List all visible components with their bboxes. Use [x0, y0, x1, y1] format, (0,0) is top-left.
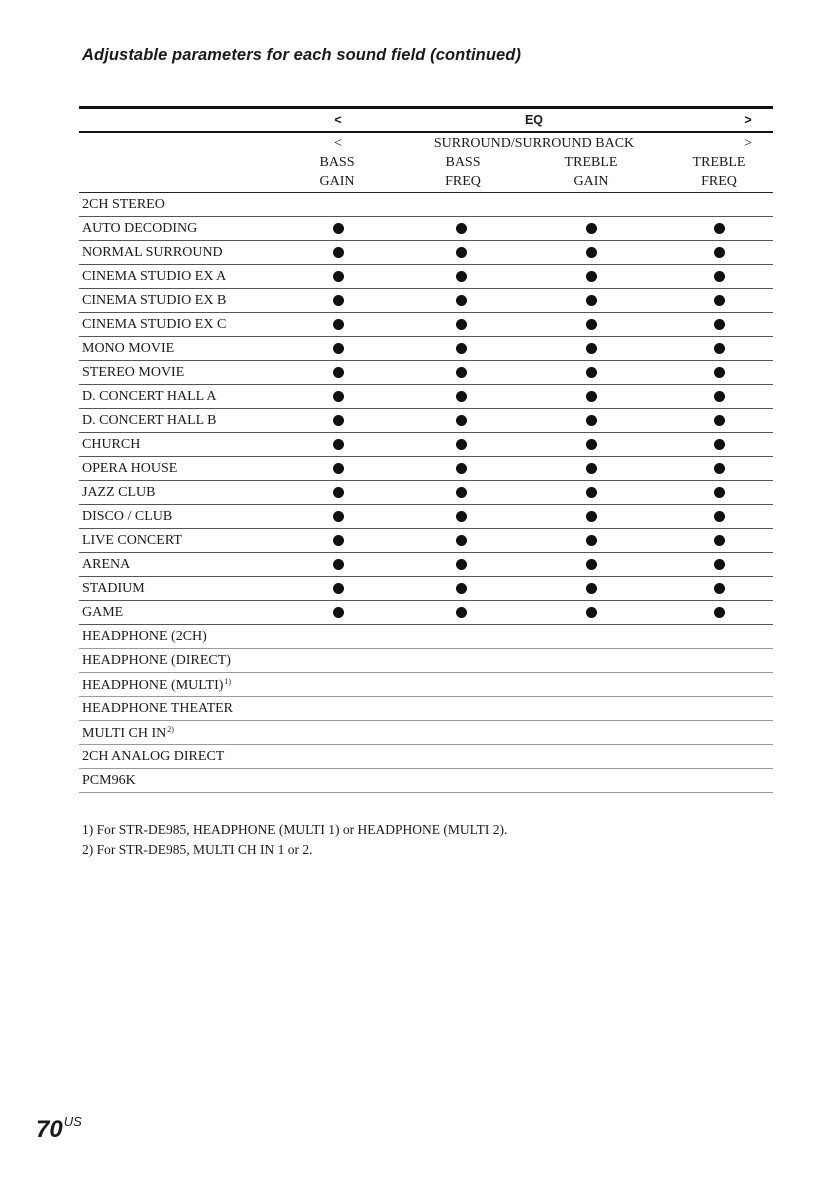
- adjustable-dot-icon: [714, 487, 725, 498]
- sound-field-name: [82, 365, 184, 381]
- adjustable-dot-icon: [714, 415, 725, 426]
- adjustable-dot-icon: [333, 439, 344, 450]
- eq-header: [79, 109, 773, 131]
- adjustable-dot-icon: [333, 319, 344, 330]
- adjustable-dot-icon: [586, 271, 597, 282]
- table-row: [79, 529, 773, 553]
- adjustable-dot-icon: [456, 223, 467, 234]
- parameters-table: [79, 106, 773, 793]
- adjustable-dot-icon: [714, 439, 725, 450]
- sound-field-label: AUTO DECODING: [82, 221, 198, 236]
- adjustable-dot-icon: [586, 223, 597, 234]
- adjustable-dot-icon: [586, 391, 597, 402]
- sound-field-label: PCM96K: [82, 773, 136, 788]
- eq-open-bracket: <: [334, 113, 342, 127]
- sound-field-label: 2CH ANALOG DIRECT: [82, 749, 225, 764]
- adjustable-dot-icon: [586, 559, 597, 570]
- sound-field-label: HEADPHONE (DIRECT): [82, 653, 231, 668]
- table-row: [79, 217, 773, 241]
- adjustable-dot-icon: [456, 511, 467, 522]
- table-row: [79, 409, 773, 433]
- adjustable-dot-icon: [456, 439, 467, 450]
- sound-field-name: [82, 413, 217, 429]
- sound-field-name: [82, 461, 177, 477]
- footnotes: [82, 820, 507, 860]
- sound-field-name: [82, 485, 156, 501]
- sound-field-label: STEREO MOVIE: [82, 365, 185, 380]
- adjustable-dot-icon: [714, 391, 725, 402]
- page-number-value: 70: [36, 1116, 63, 1143]
- adjustable-dot-icon: [714, 295, 725, 306]
- sound-field-label: GAME: [82, 605, 124, 620]
- sound-field-name: [82, 701, 233, 717]
- adjustable-dot-icon: [714, 343, 725, 354]
- adjustable-dot-icon: [456, 583, 467, 594]
- adjustable-dot-icon: [586, 463, 597, 474]
- table-row: [79, 265, 773, 289]
- footnote-2: 2) For STR-DE985, MULTI CH IN 1 or 2.: [82, 842, 313, 857]
- sound-field-name: [82, 197, 165, 213]
- col-header-bass-gain-line1: BASS: [319, 155, 355, 170]
- adjustable-dot-icon: [456, 343, 467, 354]
- adjustable-dot-icon: [333, 223, 344, 234]
- table-row: [79, 625, 773, 649]
- adjustable-dot-icon: [456, 463, 467, 474]
- col-header-bass-freq-line1: BASS: [445, 155, 481, 170]
- sound-field-label: DISCO / CLUB: [82, 509, 173, 524]
- adjustable-dot-icon: [586, 319, 597, 330]
- sound-field-label: 2CH STEREO: [82, 197, 165, 212]
- table-row: [79, 505, 773, 529]
- table-row: [79, 385, 773, 409]
- adjustable-dot-icon: [586, 343, 597, 354]
- table-row: [79, 313, 773, 337]
- adjustable-dot-icon: [714, 247, 725, 258]
- adjustable-dot-icon: [333, 487, 344, 498]
- adjustable-dot-icon: [586, 415, 597, 426]
- adjustable-dot-icon: [714, 223, 725, 234]
- adjustable-dot-icon: [586, 247, 597, 258]
- adjustable-dot-icon: [333, 271, 344, 282]
- table-row: [79, 553, 773, 577]
- sound-field-label: CHURCH: [82, 437, 141, 452]
- sound-field-label: CINEMA STUDIO EX C: [82, 317, 227, 332]
- sound-field-name: [82, 581, 145, 597]
- adjustable-dot-icon: [333, 391, 344, 402]
- adjustable-dot-icon: [333, 415, 344, 426]
- sound-field-name: [82, 293, 226, 309]
- adjustable-dot-icon: [333, 559, 344, 570]
- sound-field-label: STADIUM: [82, 581, 145, 596]
- adjustable-dot-icon: [714, 319, 725, 330]
- table-row: [79, 721, 773, 745]
- page-number: [36, 1114, 82, 1144]
- adjustable-dot-icon: [456, 415, 467, 426]
- adjustable-dot-icon: [714, 559, 725, 570]
- sound-field-name: [82, 749, 224, 765]
- col-header-treble-gain-line1: TREBLE: [564, 155, 618, 170]
- adjustable-dot-icon: [333, 583, 344, 594]
- sound-field-name: [82, 317, 226, 333]
- sound-field-name: [82, 605, 123, 621]
- sound-field-label: CINEMA STUDIO EX A: [82, 269, 227, 284]
- adjustable-dot-icon: [456, 367, 467, 378]
- adjustable-dot-icon: [456, 271, 467, 282]
- table-row: [79, 289, 773, 313]
- col-header-bass-freq-line2: FREQ: [445, 174, 481, 189]
- adjustable-dot-icon: [714, 367, 725, 378]
- table-row: [79, 577, 773, 601]
- sound-field-label: OPERA HOUSE: [82, 461, 178, 476]
- adjustable-dot-icon: [333, 511, 344, 522]
- adjustable-dot-icon: [586, 607, 597, 618]
- sound-field-name: [82, 509, 172, 525]
- group-close-bracket: >: [744, 136, 752, 151]
- footnote-1: 1) For STR-DE985, HEADPHONE (MULTI 1) or HEADPHONE (MULTI 2).: [82, 822, 508, 837]
- adjustable-dot-icon: [714, 511, 725, 522]
- col-header-treble-freq-line2: FREQ: [701, 174, 737, 189]
- adjustable-dot-icon: [586, 487, 597, 498]
- table-body: [79, 193, 773, 793]
- sound-field-name: [82, 221, 197, 237]
- table-row: [79, 601, 773, 625]
- sound-field-label: HEADPHONE (MULTI): [82, 678, 224, 693]
- table-row: [79, 337, 773, 361]
- sound-field-name: [82, 437, 140, 453]
- adjustable-dot-icon: [456, 295, 467, 306]
- sound-field-name: [82, 677, 231, 694]
- table-row: [79, 361, 773, 385]
- sound-field-label: HEADPHONE (2CH): [82, 629, 207, 644]
- sound-field-name: [82, 245, 223, 261]
- adjustable-dot-icon: [456, 535, 467, 546]
- sound-field-label: ARENA: [82, 557, 131, 572]
- group-open-bracket: <: [334, 136, 342, 151]
- footnote-ref: 1): [224, 677, 232, 686]
- page-number-suffix: US: [63, 1114, 82, 1129]
- adjustable-dot-icon: [333, 295, 344, 306]
- sound-field-name: [82, 389, 217, 405]
- sound-field-name: [82, 269, 226, 285]
- sound-field-label: D. CONCERT HALL A: [82, 389, 217, 404]
- adjustable-dot-icon: [456, 607, 467, 618]
- adjustable-dot-icon: [456, 319, 467, 330]
- adjustable-dot-icon: [456, 559, 467, 570]
- col-header-bass-gain-line2: GAIN: [319, 174, 355, 189]
- sound-field-name: [82, 629, 207, 645]
- sound-field-label: MULTI CH IN: [82, 726, 167, 741]
- adjustable-dot-icon: [714, 271, 725, 282]
- adjustable-dot-icon: [586, 535, 597, 546]
- sound-field-name: [82, 557, 130, 573]
- adjustable-dot-icon: [714, 535, 725, 546]
- table-row: [79, 457, 773, 481]
- sound-field-label: D. CONCERT HALL B: [82, 413, 217, 428]
- footnote-ref: 2): [167, 725, 174, 734]
- sound-field-name: [82, 725, 174, 742]
- adjustable-dot-icon: [714, 583, 725, 594]
- group-label: SURROUND/SURROUND BACK: [433, 136, 635, 151]
- table-row: [79, 745, 773, 769]
- eq-close-bracket: >: [744, 113, 752, 127]
- adjustable-dot-icon: [456, 487, 467, 498]
- sound-field-label: MONO MOVIE: [82, 341, 175, 356]
- page-title: Adjustable parameters for each sound field (continued): [82, 46, 522, 64]
- sound-field-name: [82, 533, 182, 549]
- sound-field-label: JAZZ CLUB: [82, 485, 156, 500]
- adjustable-dot-icon: [456, 247, 467, 258]
- col-header-treble-gain-line2: GAIN: [573, 174, 609, 189]
- table-row: [79, 481, 773, 505]
- adjustable-dot-icon: [586, 439, 597, 450]
- adjustable-dot-icon: [333, 535, 344, 546]
- sound-field-label: NORMAL SURROUND: [82, 245, 223, 260]
- adjustable-dot-icon: [586, 295, 597, 306]
- table-row: [79, 673, 773, 697]
- adjustable-dot-icon: [456, 391, 467, 402]
- table-row: [79, 241, 773, 265]
- table-row: [79, 649, 773, 673]
- adjustable-dot-icon: [586, 583, 597, 594]
- adjustable-dot-icon: [586, 511, 597, 522]
- adjustable-dot-icon: [333, 343, 344, 354]
- adjustable-dot-icon: [714, 607, 725, 618]
- sound-field-label: HEADPHONE THEATER: [82, 701, 234, 716]
- table-row: [79, 769, 773, 793]
- eq-label: EQ: [524, 113, 544, 127]
- table-row: [79, 193, 773, 217]
- column-headers: [79, 133, 773, 192]
- sound-field-label: CINEMA STUDIO EX B: [82, 293, 227, 308]
- sound-field-label: LIVE CONCERT: [82, 533, 182, 548]
- sound-field-name: [82, 341, 174, 357]
- adjustable-dot-icon: [333, 247, 344, 258]
- table-row: [79, 433, 773, 457]
- adjustable-dot-icon: [333, 367, 344, 378]
- adjustable-dot-icon: [714, 463, 725, 474]
- adjustable-dot-icon: [333, 463, 344, 474]
- col-header-treble-freq-line1: TREBLE: [692, 155, 746, 170]
- sound-field-name: [82, 653, 231, 669]
- adjustable-dot-icon: [333, 607, 344, 618]
- sound-field-name: [82, 773, 136, 789]
- adjustable-dot-icon: [586, 367, 597, 378]
- table-row: [79, 697, 773, 721]
